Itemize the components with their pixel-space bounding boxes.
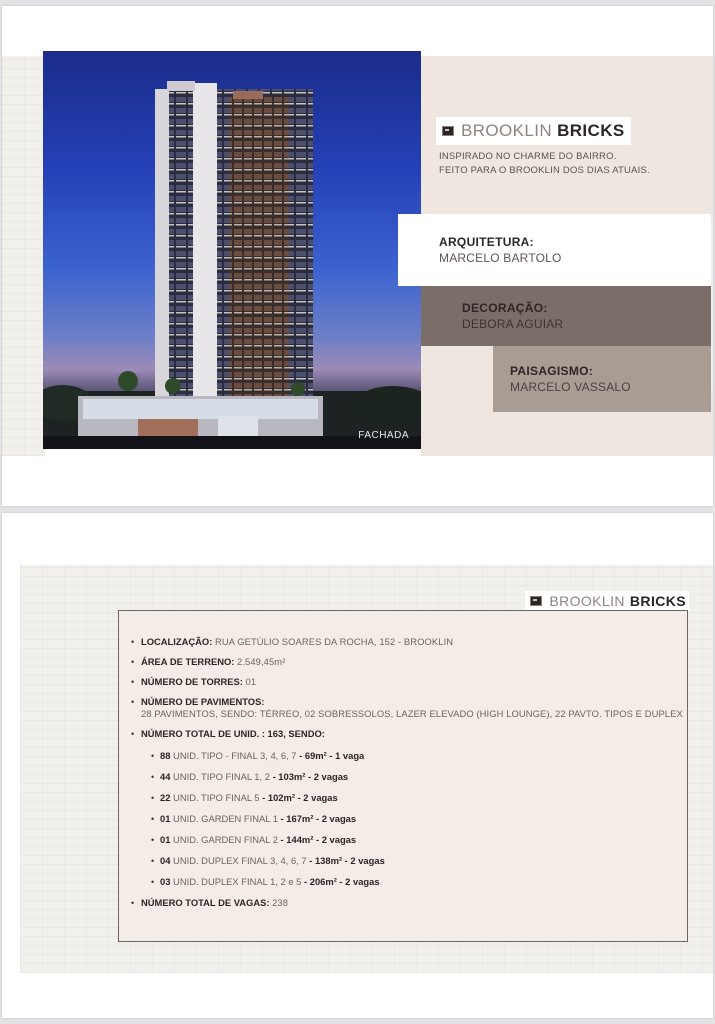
brand-logo-block-2	[525, 591, 689, 611]
credit-name: MARCELO VASSALO	[510, 380, 631, 394]
unit-item: • 01 UNID. GARDEN FINAL 2 - 144m² - 2 vagas	[129, 834, 684, 846]
list-item: • NÚMERO DE TORRES: 01	[129, 676, 684, 688]
unit-item: • 04 UNID. DUPLEX FINAL 3, 4, 6, 7 - 138m² - 2 vagas	[129, 855, 684, 867]
credit-title: DECORAÇÃO:	[462, 301, 548, 315]
credit-architecture	[398, 214, 711, 286]
brand-name-bold: BRICKS	[557, 121, 625, 140]
brand-mark-icon	[442, 126, 454, 136]
unit-item: • 22 UNID. TIPO FINAL 5 - 102m² - 2 vagas	[129, 792, 684, 804]
brand-name-light: BROOKLIN	[461, 121, 553, 140]
list-item: • NÚMERO DE PAVIMENTOS: 28 PAVIMENTOS, SENDO: TÉRREO, 02 SOBRESSOLOS, LAZER ELEVADO (HIGH LOUNGE), 22 PAVTO. TIPOS E DUPLEX	[129, 696, 684, 720]
tagline-line-1: INSPIRADO NO CHARME DO BAIRRO.	[439, 151, 617, 162]
brand-logo-block	[436, 117, 631, 145]
unit-item: • 44 UNID. TIPO FINAL 1, 2 - 103m² - 2 vagas	[129, 771, 684, 783]
photo-caption: FACHADA	[358, 430, 409, 441]
building-illustration	[43, 51, 421, 449]
facade-photo	[43, 51, 421, 449]
unit-item: • 03 UNID. DUPLEX FINAL 1, 2 e 5 - 206m² - 2 vagas	[129, 876, 684, 888]
credit-title: PAISAGISMO:	[510, 364, 594, 378]
brick-wall-left	[2, 56, 45, 456]
credit-name: DEBORA AGUIAR	[462, 317, 564, 331]
credit-decoration	[421, 286, 711, 346]
brand-mark-icon	[530, 596, 542, 606]
list-item: • LOCALIZAÇÃO: RUA GETÚLIO SOARES DA ROCHA, 152 - BROOKLIN	[129, 636, 684, 648]
list-item: • NÚMERO TOTAL DE UNID. : 163, SENDO:	[129, 728, 684, 740]
list-item-total-parking: • NÚMERO TOTAL DE VAGAS: 238	[129, 897, 684, 909]
specs-list	[129, 636, 684, 917]
unit-item: • 88 UNID. TIPO - FINAL 3, 4, 6, 7 - 69m² - 1 vaga	[129, 750, 684, 762]
brand-name-light: BROOKLIN	[549, 593, 625, 609]
credit-name: MARCELO BARTOLO	[439, 251, 562, 265]
brand-name-bold: BRICKS	[629, 593, 686, 609]
credit-title: ARQUITETURA:	[439, 235, 534, 249]
tagline-line-2: FEITO PARA O BROOKLIN DOS DIAS ATUAIS.	[439, 165, 650, 176]
list-item: • ÁREA DE TERRENO: 2.549,45m²	[129, 656, 684, 668]
unit-item: • 01 UNID. GARDEN FINAL 1 - 167m² - 2 vagas	[129, 813, 684, 825]
credit-landscaping	[493, 346, 711, 412]
